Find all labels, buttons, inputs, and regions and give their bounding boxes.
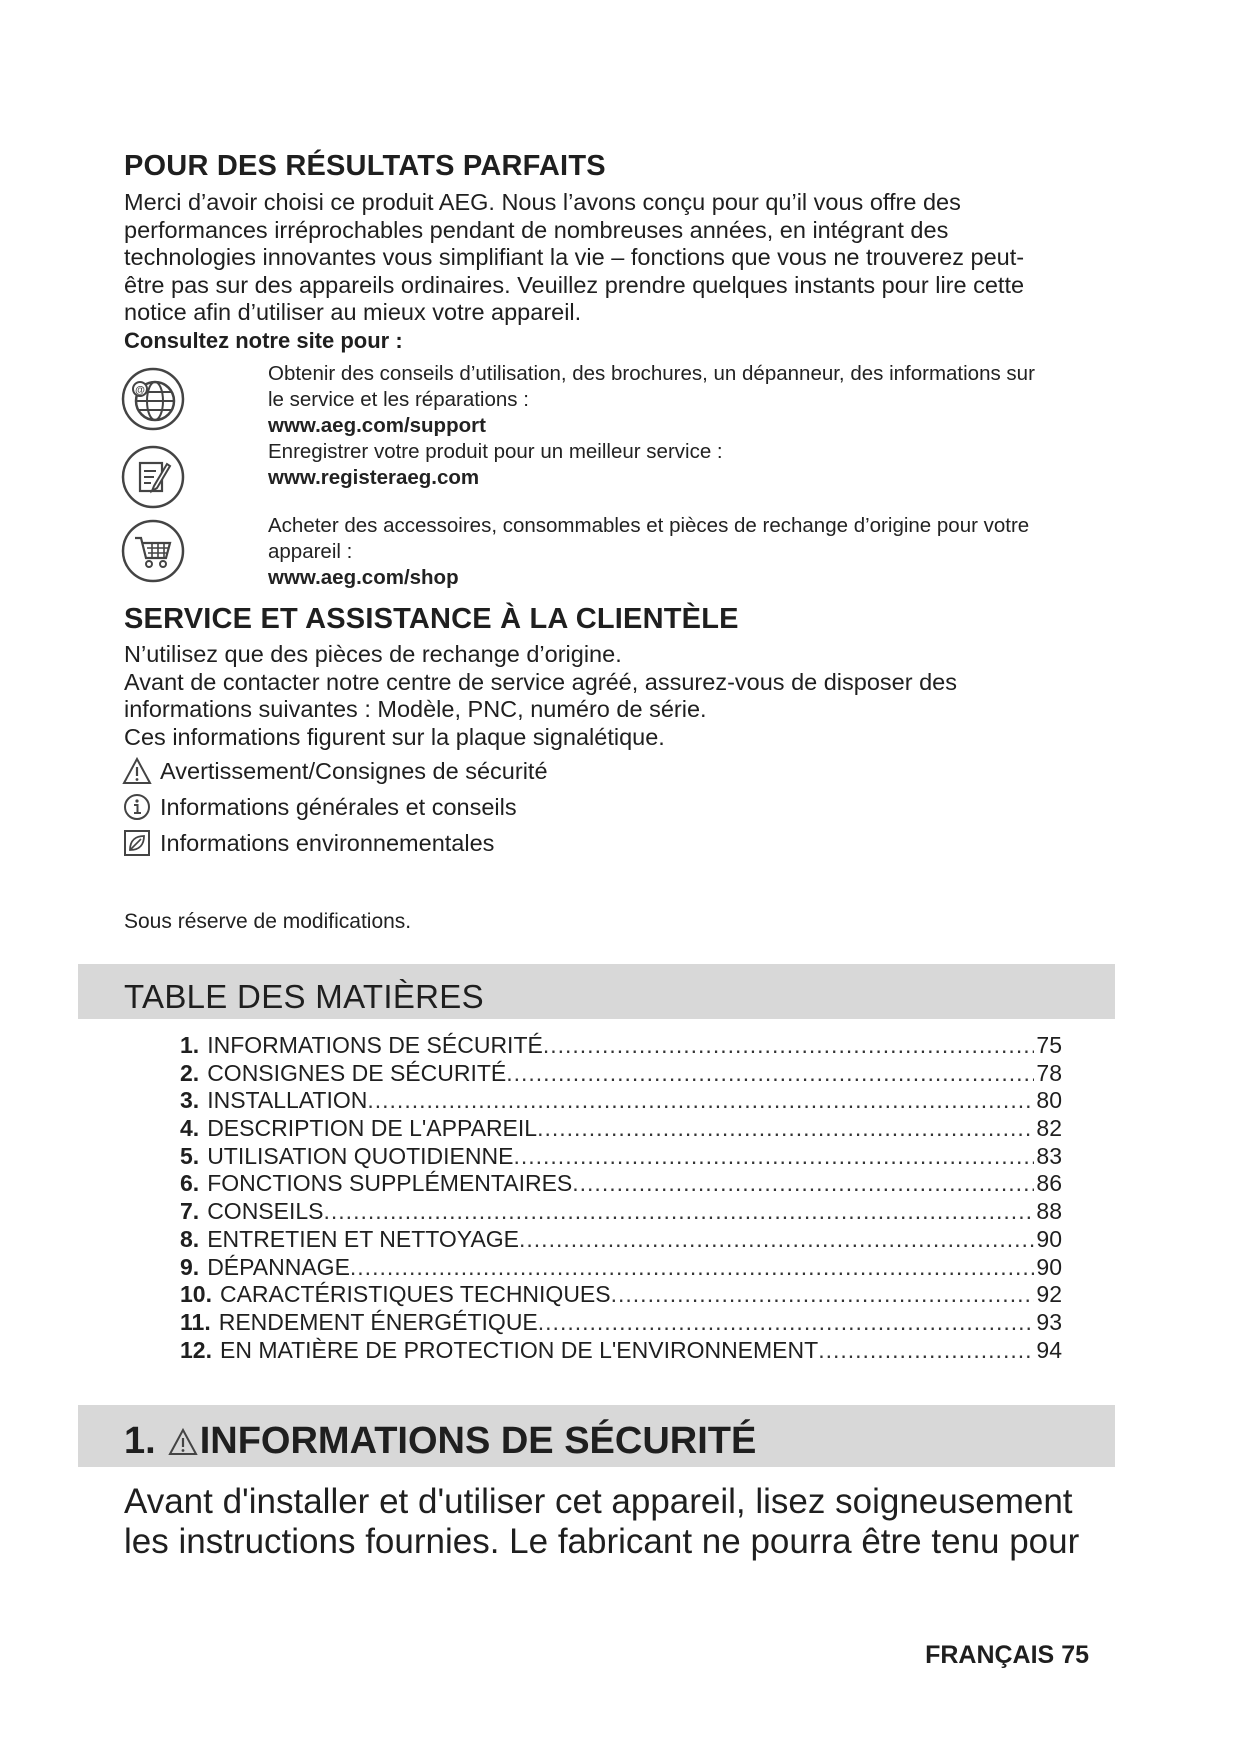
info-icon xyxy=(122,792,152,822)
service-line: informations suivantes : Modèle, PNC, numéro de série. xyxy=(124,696,707,722)
toc-label: EN MATIÈRE DE PROTECTION DE L'ENVIRONNEMENT xyxy=(219,1336,819,1363)
environment-icon xyxy=(122,828,152,858)
toc-item[interactable] xyxy=(180,1309,1062,1337)
toc-item[interactable] xyxy=(180,1087,1062,1115)
toc-label: FONCTIONS SUPPLÉMENTAIRES xyxy=(207,1170,573,1197)
toc-page: 90 xyxy=(1036,1253,1062,1280)
heading-results: POUR DES RÉSULTATS PARFAITS xyxy=(124,150,606,182)
legend-label: Avertissement/Consignes de sécurité xyxy=(160,757,548,784)
resource-line: Acheter des accessoires, consommables et pièces de rechange d’origine pour votre xyxy=(268,514,1030,537)
toc-leader xyxy=(324,1198,1035,1225)
toc-leader xyxy=(611,1281,1035,1308)
toc-page: 83 xyxy=(1036,1142,1062,1169)
toc-item[interactable] xyxy=(180,1143,1062,1171)
toc-leader xyxy=(572,1170,1034,1197)
toc-page: 75 xyxy=(1036,1032,1062,1058)
registration-icon xyxy=(120,444,186,510)
legend-label: Informations environnementales xyxy=(160,829,495,856)
toc-number: 3. xyxy=(180,1087,200,1114)
toc-item[interactable] xyxy=(180,1337,1062,1365)
toc-leader xyxy=(519,1226,1034,1253)
resource-shop xyxy=(268,513,1118,591)
resource-line: Enregistrer votre produit pour un meilleur service : xyxy=(268,440,723,463)
toc-number: 6. xyxy=(180,1170,200,1197)
toc-page: 88 xyxy=(1036,1198,1062,1225)
register-link[interactable]: www.registeraeg.com xyxy=(268,466,480,489)
toc-leader xyxy=(513,1143,1034,1170)
legend-warning xyxy=(122,756,548,786)
intro-line: être pas sur des appareils ordinaires. Veuillez prendre quelques instants pour lire cette xyxy=(124,271,1025,298)
toc-leader xyxy=(537,1115,1034,1142)
footer-language: FRANÇAIS xyxy=(925,1641,1055,1669)
resource-register xyxy=(268,439,1118,491)
toc-leader xyxy=(367,1087,1034,1114)
toc-page: 82 xyxy=(1036,1115,1062,1142)
toc-item[interactable] xyxy=(180,1115,1062,1143)
intro-line: technologies innovantes vous simplifiant la vie – fonctions que vous ne trouverez peut- xyxy=(124,244,1025,270)
toc-number: 11. xyxy=(180,1308,211,1335)
support-link[interactable]: www.aeg.com/support xyxy=(268,414,486,437)
toc-number: 4. xyxy=(180,1115,200,1142)
toc-label: INSTALLATION xyxy=(207,1087,368,1114)
toc-number: 10. xyxy=(180,1281,212,1308)
warning-icon xyxy=(122,756,152,786)
toc-item[interactable] xyxy=(180,1281,1062,1309)
intro-line: Merci d’avoir choisi ce produit AEG. Nous l’avons conçu pour qu’il vous offre des xyxy=(124,189,961,215)
toc-item[interactable] xyxy=(180,1198,1062,1226)
heading-service: SERVICE ET ASSISTANCE À LA CLIENTÈLE xyxy=(124,603,739,635)
toc-label: DÉPANNAGE xyxy=(207,1253,350,1280)
toc-leader xyxy=(543,1032,1035,1059)
toc-label: CARACTÉRISTIQUES TECHNIQUES xyxy=(219,1281,611,1308)
resource-line: le service et les réparations : xyxy=(268,388,529,411)
toc-page: 78 xyxy=(1036,1059,1062,1086)
toc-number: 7. xyxy=(180,1198,200,1225)
toc-item[interactable] xyxy=(180,1170,1062,1198)
toc-page: 86 xyxy=(1036,1170,1062,1197)
toc-leader xyxy=(506,1060,1034,1087)
lead-line: Avant d'installer et d'utiliser cet appareil, lisez soigneusement xyxy=(124,1482,1073,1521)
footer-page-number: 75 xyxy=(1061,1641,1089,1669)
toc-leader xyxy=(538,1309,1035,1336)
toc-label: ENTRETIEN ET NETTOYAGE xyxy=(207,1225,520,1252)
legend-info xyxy=(122,792,517,822)
toc-number: 9. xyxy=(180,1253,200,1280)
intro-line: performances irréprochables pendant de nombreuses années, en intégrant des xyxy=(124,216,949,243)
toc-label: CONSIGNES DE SÉCURITÉ xyxy=(207,1059,507,1086)
lead-line: les instructions fournies. Le fabricant ne pourra être tenu pour xyxy=(124,1522,1080,1561)
toc-leader xyxy=(350,1254,1035,1281)
toc-label: RENDEMENT ÉNERGÉTIQUE xyxy=(218,1308,538,1335)
resource-line: appareil : xyxy=(268,540,353,563)
toc-page: 94 xyxy=(1036,1336,1062,1363)
service-line: Avant de contacter notre centre de service agréé, assurez-vous de disposer des xyxy=(124,668,957,695)
shopping-cart-icon xyxy=(120,518,186,584)
section1-lead xyxy=(124,1482,1124,1562)
toc-label: CONSEILS xyxy=(207,1198,324,1225)
page-footer xyxy=(925,1641,1089,1670)
modification-note: Sous réserve de modifications. xyxy=(124,910,412,933)
legend-environment xyxy=(122,828,494,858)
toc-label: UTILISATION QUOTIDIENNE xyxy=(207,1142,514,1169)
section1-number: 1. xyxy=(124,1420,156,1462)
toc-page: 90 xyxy=(1036,1225,1062,1252)
toc-number: 12. xyxy=(180,1336,212,1363)
intro-paragraph xyxy=(124,189,1124,354)
intro-line: notice afin d’utiliser au mieux votre appareil. xyxy=(124,299,582,325)
warning-icon xyxy=(168,1427,198,1457)
resource-support xyxy=(268,361,1118,439)
resource-line: Obtenir des conseils d’utilisation, des brochures, un dépanneur, des informations sur xyxy=(268,362,1035,385)
legend-label: Informations générales et conseils xyxy=(160,793,517,820)
toc-number: 5. xyxy=(180,1142,200,1169)
toc-page: 93 xyxy=(1036,1308,1062,1335)
toc-page: 92 xyxy=(1036,1281,1062,1308)
toc-page: 80 xyxy=(1036,1087,1062,1114)
toc-label: DESCRIPTION DE L'APPAREIL xyxy=(207,1115,538,1142)
toc-leader xyxy=(818,1337,1034,1364)
toc-number: 2. xyxy=(180,1059,200,1086)
toc-number: 8. xyxy=(180,1225,200,1252)
toc-item[interactable] xyxy=(180,1254,1062,1282)
toc-list xyxy=(180,1032,1062,1364)
section1-title xyxy=(124,1420,756,1463)
service-line: Ces informations figurent sur la plaque signalétique. xyxy=(124,723,665,750)
toc-label: INFORMATIONS DE SÉCURITÉ xyxy=(207,1032,543,1058)
toc-number: 1. xyxy=(180,1032,200,1058)
toc-item[interactable] xyxy=(180,1226,1062,1254)
globe-icon xyxy=(120,366,186,432)
site-label: Consultez notre site pour : xyxy=(124,327,403,353)
service-paragraph xyxy=(124,641,1124,751)
toc-item[interactable] xyxy=(180,1032,1062,1060)
shop-link[interactable]: www.aeg.com/shop xyxy=(268,566,459,589)
toc-item[interactable] xyxy=(180,1060,1062,1088)
section1-label: INFORMATIONS DE SÉCURITÉ xyxy=(199,1420,757,1462)
toc-title: TABLE DES MATIÈRES xyxy=(124,978,484,1015)
service-line: N’utilisez que des pièces de rechange d’origine. xyxy=(124,641,622,667)
svg-text:@: @ xyxy=(135,385,145,396)
